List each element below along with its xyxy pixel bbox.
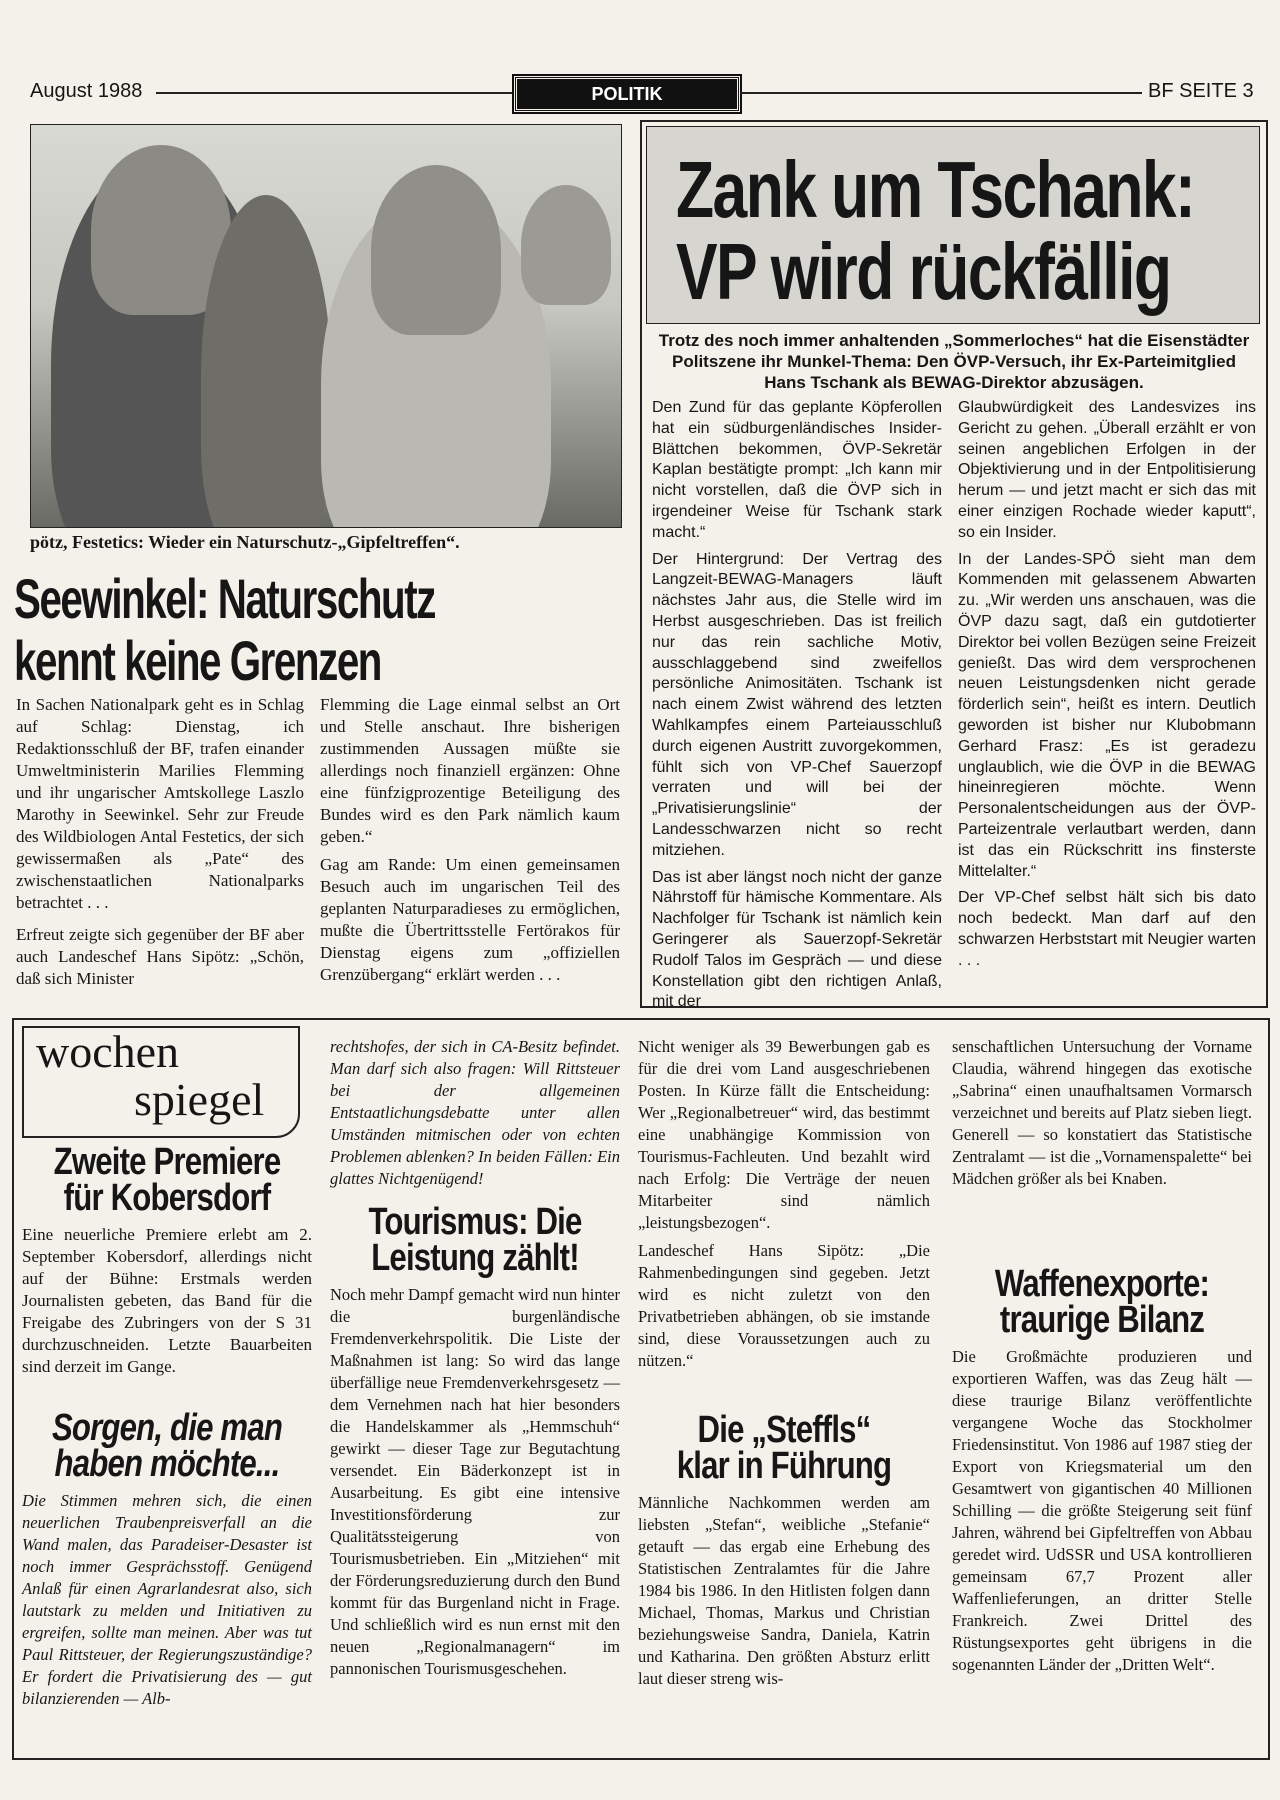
kobersdorf-headline-2: für Kobersdorf <box>63 1177 271 1219</box>
steffls-text-continued: senschaftlichen Untersuchung der Vorname Claudia, während hingegen das exotische „Sabrina“ einen unaufhaltsamen Vormarsch verzeichnet und bereits auf Platz sieben liegt. Generell — so konstatiert das Statistische Zentralamt — ist die „Vornamenspalette“ bei Mädchen größer als bei Knaben. <box>952 1037 1252 1188</box>
seewinkel-column-1 <box>16 694 304 996</box>
tourismus-headline-1: Tourismus: Die <box>368 1201 582 1243</box>
tschank-text-3: Das ist aber längst noch nicht der ganze Nährstoff für hämische Kommentare. Als Nachfolger für Tschank ist nämlich kein Geringerer als Sauerzopf-Sekretär Rudolf Talos im Gespräch — und diese Konstellation gibt den richtigen Anlaß, mit der <box>652 868 942 1011</box>
sorgen-article <box>22 1407 312 1710</box>
logo-word-2: spiegel <box>134 1074 265 1125</box>
tourismus-text-continued-2: Landeschef Hans Sipötz: „Die Rahmenbedingungen sind gegeben. Jetzt wird es nicht zuletzt von den Privatbetrieben abhängen, ob sie imstande sind, diese Voraussetzungen auch zu nützen.“ <box>638 1241 930 1370</box>
photo-figure-2 <box>201 195 331 528</box>
seewinkel-headline-1: Seewinkel: Naturschutz <box>14 567 435 630</box>
waffen-headline-1: Waffenexporte: <box>994 1263 1210 1305</box>
tourismus-text-continued <box>638 1036 930 1378</box>
steffls-text: Männliche Nachkommen werden am liebsten „Stefan“, weibliche „Stefanie“ getauft — das ergab eine Erhebung des Statistischen Zentralamtes für die Jahre 1984 bis 1986. In den Hitlisten folgen dann Michael, Thomas, Markus und Christian beziehungsweise Sandra, Daniela, Katrin und Katharina. Den größten Absturz erlitt laut dieser streng wis- <box>638 1493 930 1688</box>
steffls-article <box>638 1409 930 1690</box>
tschank-lead: Trotz des noch immer anhaltenden „Sommerloches“ hat die Eisenstädter Politszene ihr Munkel-Thema: Den ÖVP-Versuch, ihr Ex-Parteimitglied Hans Tschank als BEWAG-Direktor abzusägen. <box>658 331 1250 392</box>
seewinkel-column-2 <box>320 694 620 992</box>
wochenspiegel-logo <box>22 1026 300 1138</box>
tschank-headline-1: Zank um Tschank: <box>676 145 1195 234</box>
tschank-text-1: Den Zund für das geplante Köpferollen hat ein südburgenländisches Insider-Blättchen bekommen, ÖVP-Sekretär Kaplan bestätigte prompt: „Ich kann mir nicht vorstellen, daß die ÖVP sich in irgendeiner Weise für Tschank stark macht.“ <box>652 399 942 541</box>
section-label: POLITIK <box>514 76 740 112</box>
waffen-text: Die Großmächte produzieren und exportieren Waffen, was das Zeug hält — diese traurige Bilanz veröffentlichte vergangene Woche das Stockholmer Friedensinstitut. Von 1986 auf 1987 stieg der Export von Kriegsmaterial um den Gesamtwert von gigantischen 40 Millionen Schilling — die größte Steigerung seit fünf Jahren, während bei Gipfeltreffen von Abbau geredet wird. UdSSR und USA kontrollieren gemeinsam 67,7 Prozent aller Waffenlieferungen, an dritter Stelle Frankreich. Zwei Drittel des Rüstungsexportes geht übrigens in die sogenannten Länder der „Dritten Welt“. <box>952 1347 1252 1674</box>
waffen-article <box>952 1263 1252 1676</box>
header-rule-right <box>740 92 1142 94</box>
tourismus-text-continued-1: Nicht weniger als 39 Bewerbungen gab es für die drei vom Land ausgeschriebenen Posten. In Kürze fällt die Entscheidung: Wer „Regionalbetreuer“ wird, das bestimmt eine unabhängige Kommission von Tourismus-Fachleuten. Und bezahlt wird nach Erfolg: Die Verträge der neuen Mitarbeiter sind nämlich „leistungsbezogen“. <box>638 1037 930 1232</box>
sorgen-headline-1: Sorgen, die man <box>51 1407 283 1449</box>
seewinkel-text-1: In Sachen Nationalpark geht es in Schlag auf Schlag: Dienstag, ich Redaktionsschluß der BF, trafen einander Umweltministerin Marilies Flemming und ihr ungarischer Amtskollege Laszlo Marothy in Seewinkel. Sehr zur Freude des Wildbiologen Antal Festetics, der sich gewissermaßen als „Pate“ des zwischenstaatlichen Nationalparks betrachtet . . . <box>16 695 304 912</box>
news-photo <box>30 124 622 528</box>
tschank-column-2 <box>958 398 1256 978</box>
page-number: BF SEITE 3 <box>1148 80 1254 102</box>
tourismus-article <box>330 1201 620 1680</box>
tschank-text-4: Glaubwürdigkeit des Landesvizes ins Gericht zu gehen. „Überall erzählt er von seinen angeblichen Erfolgen in der Objektivierung und in der Entpolitisierung herum — und jetzt macht er sich das mit einer einzigen Rochade wieder kaputt“, so ein Insider. <box>958 399 1256 541</box>
waffen-headline-2: traurige Bilanz <box>999 1299 1205 1341</box>
photo-figure-3-head <box>371 165 501 335</box>
seewinkel-text-2: Flemming die Lage einmal selbst an Ort und Stelle anschaut. Ihre bisherigen zustimmenden Aussagen müßte sie allerdings noch finanziell ergänzen: Ohne eine fünfzigprozentige Beteiligung des Bundes wird es den Park nämlich kaum geben.“ <box>320 695 620 846</box>
header-rule-left <box>156 92 512 94</box>
logo-word-1: wochen <box>36 1026 180 1077</box>
tourismus-text: Noch mehr Dampf gemacht wird nun hinter die burgenländische Fremdenverkehrspolitik. Die Liste der Maßnahmen ist lang: So wird das lange überfällige neue Fremdenverkehrsgesetz — dem Vernehmen nach hat hier besonders die Handelskammer als „Hemmschuh“ gewirkt — dieser Tage zur Begutachtung versendet. Ein Bäderkonzept ist in Ausarbeitung. Es gibt eine intensive Investitionsförderung zur Qualitätssteigerung von Tourismusbetrieben. Ein „Mitziehen“ mit der Förderungsreduzierung durch den Bund kommt für das Burgenland nicht in Frage. Und schließlich wird es nun ernst mit den neuen „Regionalmanagern“ im pannonischen Tourismusgeschehen. <box>330 1285 620 1678</box>
seewinkel-text-1b: Erfreut zeigte sich gegenüber der BF aber auch Landeschef Hans Sipötz: „Schön, daß sich Minister <box>16 925 304 988</box>
kobersdorf-headline-1: Zweite Premiere <box>53 1141 281 1183</box>
tschank-text-6: Der VP-Chef selbst hält sich bis dato noch bedeckt. Man darf auf den schwarzen Herbststart mit Neugier warten . . . <box>958 889 1256 969</box>
tschank-text-5: In der Landes-SPÖ sieht man dem Kommenden mit gelassenem Abwarten zu. „Wir werden uns anschauen, was die ÖVP dazu sagt, daß ein gutdotierter Direktor bei vollen Bezügen seine Freizeit genießt. Das wird dem versprochenen neuen Leistungsdenken nicht gerade förderlich sein“, heißt es intern. Deutlich geworden ist bisher nur Klubobmann Gerhard Frasz: „Es ist geradezu unglaublich, wie die ÖVP in die BEWAG hineinregieren möchte. Wenn Personalentscheidungen aus der ÖVP-Parteizentrale verlautbart werden, dann ist das ein Rückschritt ins finsterste Mittelalter.“ <box>958 550 1256 880</box>
sorgen-headline-2: haben möchte... <box>54 1443 280 1485</box>
sorgen-text-continued: rechtshofes, der sich in CA-Besitz befindet. Man darf sich also fragen: Will Rittsteuer bei der allgemeinen Entstaatlichungsdebatte unter allen Umständen mitmischen oder von echten Problemen ablenken? In beiden Fällen: Ein glattes Nichtgenügend! <box>330 1037 620 1188</box>
kobersdorf-article <box>22 1141 312 1378</box>
tschank-text-2: Der Hintergrund: Der Vertrag des Langzeit-BEWAG-Managers läuft nächstes Jahr aus, die Stelle wird im Herbst ausgeschrieben. Das ist freilich nur das rein sachliche Motiv, ausschlaggebend sind zweifellos persönliche Animositäten. Tschank ist nach einem Zwist während des letzten Wahlkampfes einem Parteiausschluß durch eigenen Austritt zuvorgekommen, fühlt sich von VP-Chef Sauerzopf verraten und will bei der „Privatisierungslinie“ der Landesschwarzen nicht so recht mitziehen. <box>652 550 942 859</box>
seewinkel-headline-2: kennt keine Grenzen <box>14 629 382 692</box>
photo-figure-4 <box>521 185 611 305</box>
issue-date: August 1988 <box>30 80 143 102</box>
photo-caption: pötz, Festetics: Wieder ein Naturschutz-„Gipfeltreffen“. <box>30 532 460 552</box>
tschank-column-1 <box>652 398 942 1019</box>
seewinkel-text-2b: Gag am Rande: Um einen gemeinsamen Besuch auch im ungarischen Teil des geplanten Naturparadieses zu ermöglichen, mußte die Übertrittsstelle Fertörakos für Dienstag eigens zum „offiziellen Grenzübergang“ erklärt werden . . . <box>320 855 620 984</box>
kobersdorf-text: Eine neuerliche Premiere erlebt am 2. September Kobersdorf, allerdings nicht auf der Bühne: Erstmals werden Journalisten gebeten, das Band für die Freigabe des Zubringers von der S 31 durchzuschneiden. Letzte Bauarbeiten sind derzeit im Gange. <box>22 1225 312 1376</box>
steffls-headline-1: Die „Steffls“ <box>697 1409 871 1451</box>
steffls-headline-2: klar in Führung <box>676 1445 892 1487</box>
sorgen-text: Die Stimmen mehren sich, die einen neuerlichen Traubenpreisverfall an die Wand malen, das Paradeiser-Desaster ist noch immer Gesprächsstoff. Genügend Anlaß für einen Agrarlandesrat also, sich lautstark zu melden und Initiativen zu ergreifen, sollte man meinen. Aber was tut Paul Rittsteuer, der Regierungszuständige? Er fordert die Privatisierung des — gut bilanzierenden — Alb- <box>22 1491 312 1708</box>
tourismus-headline-2: Leistung zählt! <box>371 1237 579 1279</box>
tschank-headline-2: VP wird rückfällig <box>676 227 1171 316</box>
